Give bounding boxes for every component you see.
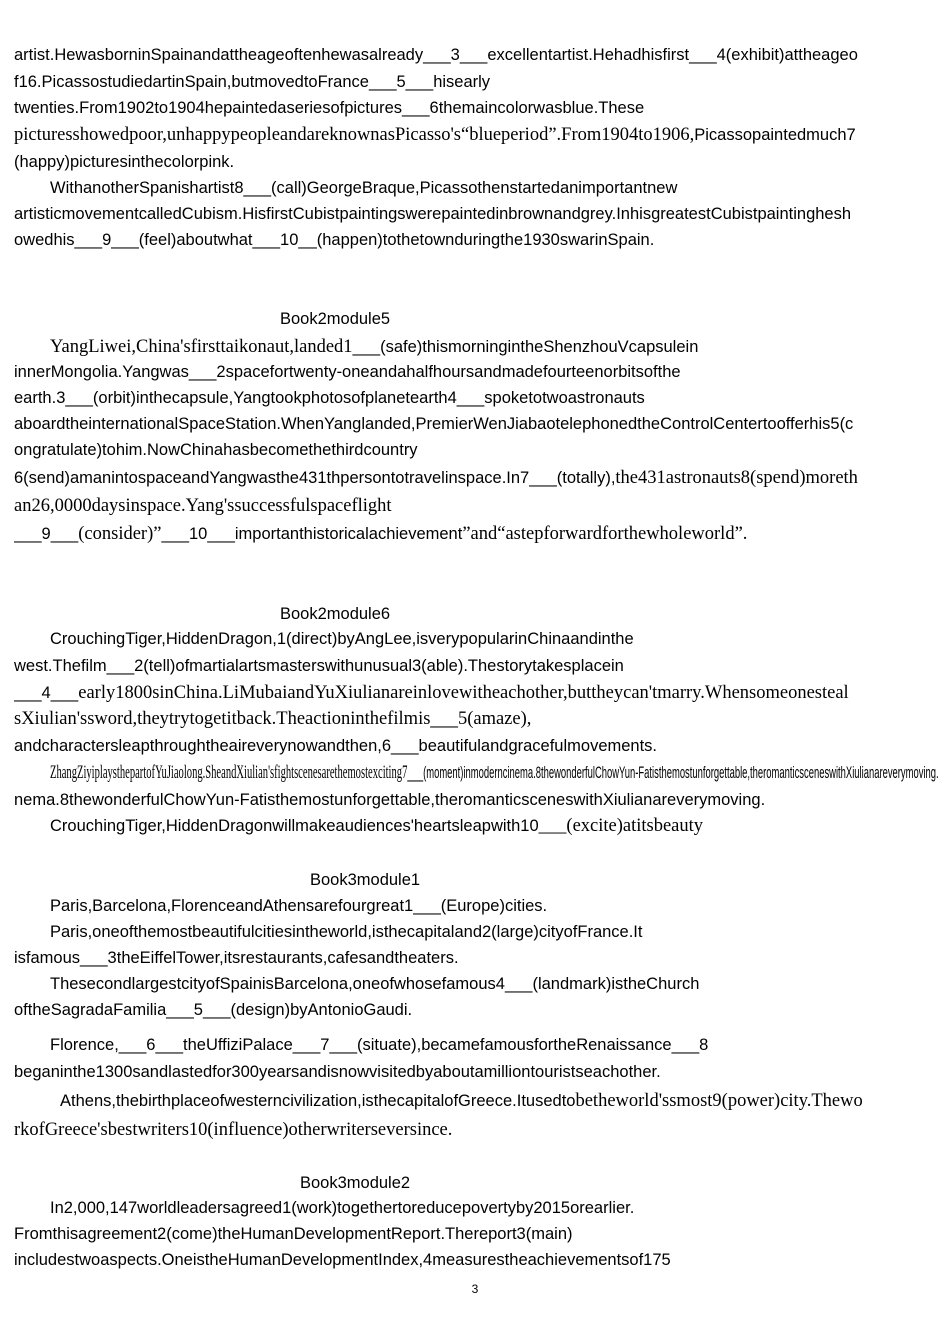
text-line: (happy)picturesinthecolorpink. [14,153,235,171]
text-line [14,708,939,730]
page-number: 3 [471,1282,479,1296]
text-line: ongratulate)tohim.NowChinahasbecomethethirdcountry [14,441,418,459]
text-line: f16.PicassostudiedartinSpain,butmovedtoFrance___5___hisearly [14,73,491,91]
text-run: betheworld'ssmost9(power)city.Thewo [575,1091,863,1111]
text-line: west.Thefilm___2(tell)ofmartialartsmasterswithunusual3(able).Thestorytakesplacein [14,657,624,675]
text-line: Florence,___6___theUffiziPalace___7___(situate),becamefamousfortheRenaissance___8 [50,1036,709,1054]
section-heading: Book2module5 [280,310,391,328]
text-run: ___10___importanthistoricalachievement [161,525,463,543]
text-run: ___4___ [14,684,79,702]
text-line: artist.HewasborninSpainandattheageoftenhewasalready___3___excellentartist.Hehadhisfirst___4(exhibit)attheageo [14,46,858,64]
text-line: Paris,oneofthemostbeautifulcitiesintheworld,isthecapitaland2(large)cityofFrance.It [50,923,643,941]
text-line [14,124,939,146]
text-line [50,336,939,358]
text-line [60,1090,939,1112]
text-line: Paris,Barcelona,FlorenceandAthensarefourgreat1___(Europe)cities. [50,897,548,915]
text-run: YangLiwei,China'sfirsttaikonaut,landed1 [50,337,353,357]
text-line [14,523,939,545]
text-line: ThesecondlargestcityofSpainisBarcelona,oneofwhosefamous4___(landmark)istheChurch [50,975,700,993]
text-run: ___9___ [14,525,79,543]
text-run: 6(send)amanintospaceandYangwasthe431thpersontotravelinspace.In7___(totally), [14,469,616,487]
text-run: Athens,thebirthplaceofwesterncivilization,isthecapitalofGreece.Itusedto [60,1092,576,1110]
section-heading: Book3module1 [310,871,421,889]
text-line: isfamous___3theEiffelTower,itsrestaurants,cafesandtheaters. [14,949,459,967]
text-line: CrouchingTiger,HiddenDragon,1(direct)byAngLee,isverypopularinChinaandinthe [50,630,634,648]
text-line [14,682,939,704]
text-run: ___(moment)inmoderncinema.8thewonderfulChowYun-Fatisthemostunforgettable,theromanticsceneswithXiulianareverymoving. [407,764,939,782]
text-run: early1800sinChina.LiMubaiandYuXiulianareinlovewitheachother,buttheycan'tmarry.Whensomeonesteal [78,683,849,703]
section-heading: Book3module2 [300,1174,411,1192]
text-line: earth.3___(orbit)inthecapsule,Yangtookphotosofplanetearth4___spoketotwoastronauts [14,389,645,407]
text-run: CrouchingTiger,HiddenDragonwillmakeaudiences'heartsleapwith10 [50,817,539,835]
text-run: (consider)” [78,524,162,544]
text-run: 5(amaze), [457,709,532,729]
text-line [50,815,939,837]
text-line: owedhis___9___(feel)aboutwhat___10__(happen)tothetownduringthe1930swarinSpain. [14,231,655,249]
text-line: andcharactersleapthroughtheaireverynowandthen,6___beautifulandgracefulmovements. [14,737,658,755]
section-heading: Book2module6 [280,605,391,623]
text-line: aboardtheinternationalSpaceStation.WhenYanglanded,PremierWenJiabaotelephonedtheControlCentertoofferhis5(c [14,415,854,433]
text-line: artisticmovementcalledCubism.HisfirstCubistpaintingswerepaintedinbrownandgrey.InhisgreatestCubistpaintinghesh [14,205,852,223]
text-line [14,1119,939,1141]
text-run: picturesshowedpoor,unhappypeopleandareknownasPicasso's“blueperiod”.From1904to1906, [14,125,695,145]
text-line: includestwoaspects.OneistheHumanDevelopmentIndex,4measurestheachievementsof175 [14,1251,671,1269]
text-run: Picassopaintedmuch7 [694,126,856,144]
text-line [50,762,939,784]
text-run: ___(excite)atitsbeauty [538,816,704,836]
text-line: nema.8thewonderfulChowYun-Fatisthemostunforgettable,theromanticsceneswithXiulianareverymoving. [14,791,766,809]
text-run: ZhangZiyiplaysthepartofYuJiaolong.SheandXiulian'sfightscenesarethemostexciting7 [50,763,408,783]
text-run: rkofGreece'sbestwriters10(influence)otherwriterseversince. [14,1120,453,1140]
text-run: ___(safe)thismorningintheShenzhouVcapsulein [352,338,699,356]
text-line [14,467,939,489]
text-run: sXiulian'ssword,theytrytogetitback.Theactioninthefilmis [14,709,431,729]
text-line: twenties.From1902to1904hepaintedaseriesofpictures___6themaincolorwasblue.These [14,99,645,117]
text-line: beganinthe1300sandlastedfor300yearsandisnowvisitedbyaboutamilliontouristseachother. [14,1063,661,1081]
text-run: an26,0000daysinspace.Yang'ssuccessfulspaceflight [14,496,392,516]
text-run: ___ [430,710,458,728]
text-line: innerMongolia.Yangwas___2spacefortwenty-oneandahalfhoursandmadefourteenorbitsofthe [14,363,681,381]
text-line: Fromthisagreement2(come)theHumanDevelopmentReport.Thereport3(main) [14,1225,573,1243]
text-run: the431astronauts8(spend)moreth [615,468,858,488]
text-line: oftheSagradaFamilia___5___(design)byAntonioGaudi. [14,1001,413,1019]
text-run: ”and“astepforwardforthewholeworld”. [462,524,748,544]
text-line [14,495,939,517]
text-line: In2,000,147worldleadersagreed1(work)togethertoreducepovertyby2015orearlier. [50,1199,635,1217]
text-line: WithanotherSpanishartist8___(call)GeorgeBraque,Picassothenstartedanimportantnew [50,179,678,197]
